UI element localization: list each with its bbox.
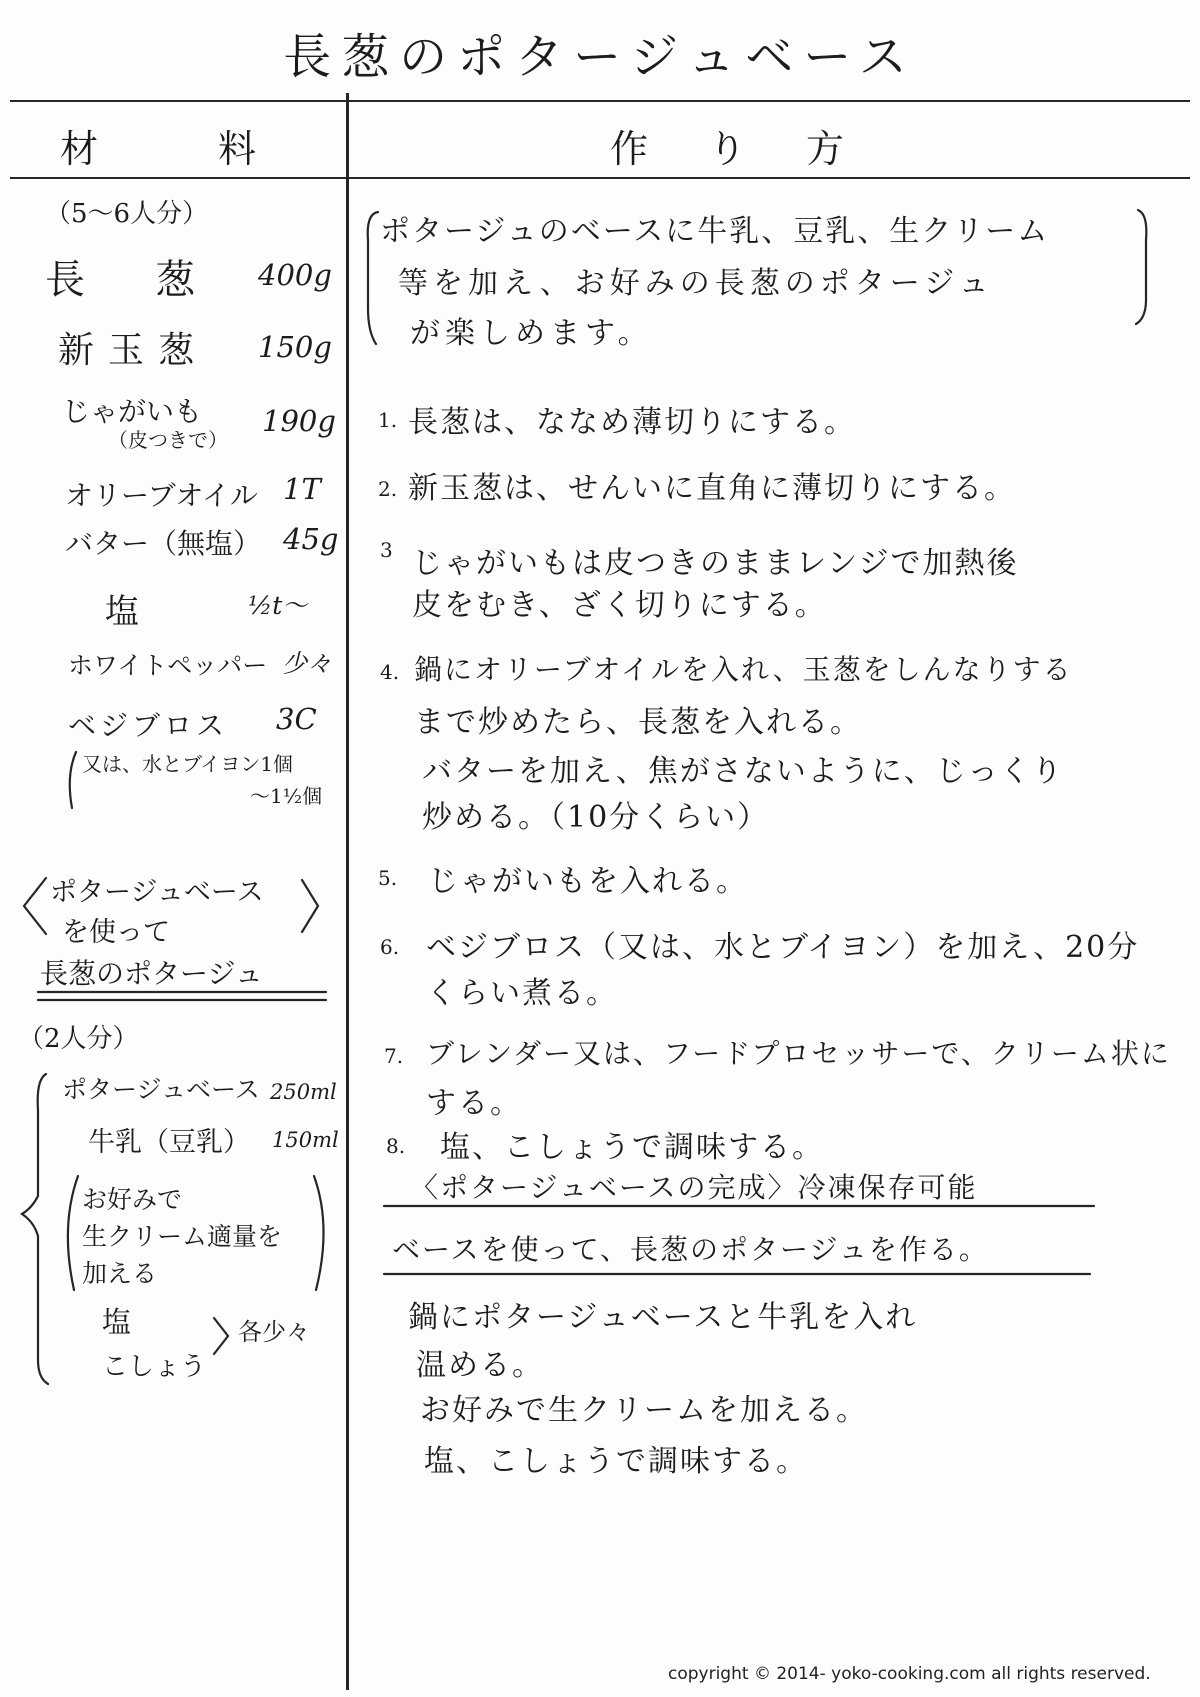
ingredient-name: ベジブロス: [68, 709, 229, 742]
broth-note: 又は、水とブイヨン1個: [82, 752, 293, 776]
potage-label-right-angle: [302, 880, 318, 932]
page-title: 長葱のポタージュベース: [283, 29, 917, 85]
ingredient-name: じゃがいも: [62, 395, 203, 428]
ingredient-name: 長葱: [45, 257, 265, 303]
method-intro: 等を加え、お好みの長葱のポタージュ: [398, 266, 994, 301]
potage-method-heading: ベースを使って、長葱のポタージュを作る。: [392, 1233, 989, 1266]
potage-ingredients-brace: [22, 1074, 48, 1384]
ingredient-note: （皮つきで）: [108, 428, 228, 452]
seasoning: こしょう: [102, 1352, 207, 1382]
servings-label: （5〜6人分）: [45, 199, 209, 229]
ingredient-qty: 45g: [283, 522, 339, 556]
step-text: 皮をむき、ざく切りにする。: [412, 588, 827, 623]
step-text: 長葱は、ななめ薄切りにする。: [408, 405, 856, 440]
potage-ingredient: 牛乳（豆乳）: [88, 1127, 250, 1158]
seasoning-qty: 各少々: [238, 1318, 310, 1346]
step-number: 3: [380, 538, 393, 562]
ingredient-qty: 400g: [258, 258, 332, 292]
ingredient-name: 塩: [105, 592, 139, 632]
potage-step: 温める。: [416, 1348, 544, 1383]
step-text: 炒める。（10分くらい）: [422, 800, 770, 835]
step-text: バターを加え、焦がさないように、じっくり: [422, 754, 1064, 789]
ingredient-name: オリーブオイル: [65, 479, 258, 512]
ingredient-name: ホワイトペッパー: [68, 651, 268, 680]
ingredient-qty: 1T: [283, 472, 321, 506]
method-intro: ポタージュのベースに牛乳、豆乳、生クリーム: [380, 214, 1050, 249]
step-text: ベジブロス（又は、水とブイヨン）を加え、20分: [426, 930, 1140, 965]
method-intro: が楽しめます。: [410, 316, 653, 351]
optional-note: お好みで: [82, 1185, 183, 1214]
header-bottom-rule: [10, 177, 1190, 179]
step-number: 1.: [378, 408, 398, 432]
step-text: まで炒めたら、長葱を入れる。: [414, 705, 862, 740]
method-header: 作り方: [610, 127, 905, 171]
broth-note-amount: 〜1½個: [250, 784, 323, 808]
potage-title: 長葱のポタージュ: [40, 957, 263, 990]
potage-label-left-angle: [24, 878, 46, 934]
step-text: する。: [426, 1086, 522, 1121]
potage-label: を使って: [62, 917, 170, 948]
materials-header: 材料: [60, 127, 377, 171]
step-text: じゃがいもは皮つきのままレンジで加熱後: [412, 546, 1019, 581]
column-divider: [346, 93, 349, 1690]
optional-note: 生クリーム適量を: [82, 1222, 283, 1251]
potage-ingredient-qty: 250ml: [270, 1080, 337, 1104]
step-number: 5.: [378, 866, 398, 890]
potage-servings: （2人分）: [18, 1024, 139, 1054]
potage-step: 鍋にポタージュベースと牛乳を入れ: [408, 1300, 918, 1335]
intro-left-bracket: [368, 212, 378, 344]
ingredient-name: バター（無塩）: [65, 527, 262, 560]
potage-ingredient: ポタージュベース: [62, 1075, 260, 1104]
step-number: 2.: [378, 477, 398, 501]
optional-right-paren: [314, 1176, 324, 1290]
ingredient-qty: 190g: [262, 404, 336, 438]
step-number: 6.: [380, 935, 400, 959]
potage-label: ポタージュベース: [50, 877, 264, 908]
step-text: くらい煮る。: [426, 976, 618, 1011]
potage-step: お好みで生クリームを加える。: [420, 1393, 868, 1428]
potage-ingredient-qty: 150ml: [272, 1128, 339, 1152]
optional-left-paren: [68, 1176, 78, 1290]
ingredient-qty: 150g: [258, 330, 332, 364]
step-text: 新玉葱は、せんいに直角に薄切りにする。: [408, 471, 1016, 506]
ingredient-name: 新玉葱: [58, 330, 209, 371]
step-text: 鍋にオリーブオイルを入れ、玉葱をしんなりする: [414, 653, 1073, 686]
step-text: 塩、こしょうで調味する。: [440, 1130, 824, 1165]
step-number: 8.: [386, 1134, 406, 1158]
step-number: 7.: [384, 1044, 404, 1068]
step-number: 4.: [380, 660, 400, 684]
broth-paren: [70, 752, 76, 808]
header-top-rule: [10, 100, 1190, 102]
completion-note: 〈ポタージュベースの完成〉冷凍保存可能: [410, 1171, 978, 1204]
step-text: ブレンダー又は、フードプロセッサーで、クリーム状に: [426, 1037, 1171, 1070]
intro-right-bracket: [1136, 210, 1146, 324]
step-text: じゃがいもを入れる。: [428, 864, 748, 899]
seasoning: 塩: [102, 1305, 132, 1339]
copyright-notice: copyright © 2014- yoko-cooking.com all rights reserved.: [668, 1664, 1151, 1684]
optional-note: 加える: [82, 1259, 158, 1288]
potage-step: 塩、こしょうで調味する。: [424, 1444, 808, 1479]
ingredient-qty: ½t〜: [248, 591, 308, 620]
seasoning-angle: [214, 1318, 228, 1354]
ingredient-qty: 3C: [276, 702, 317, 736]
ingredient-qty: 少々: [282, 649, 333, 678]
